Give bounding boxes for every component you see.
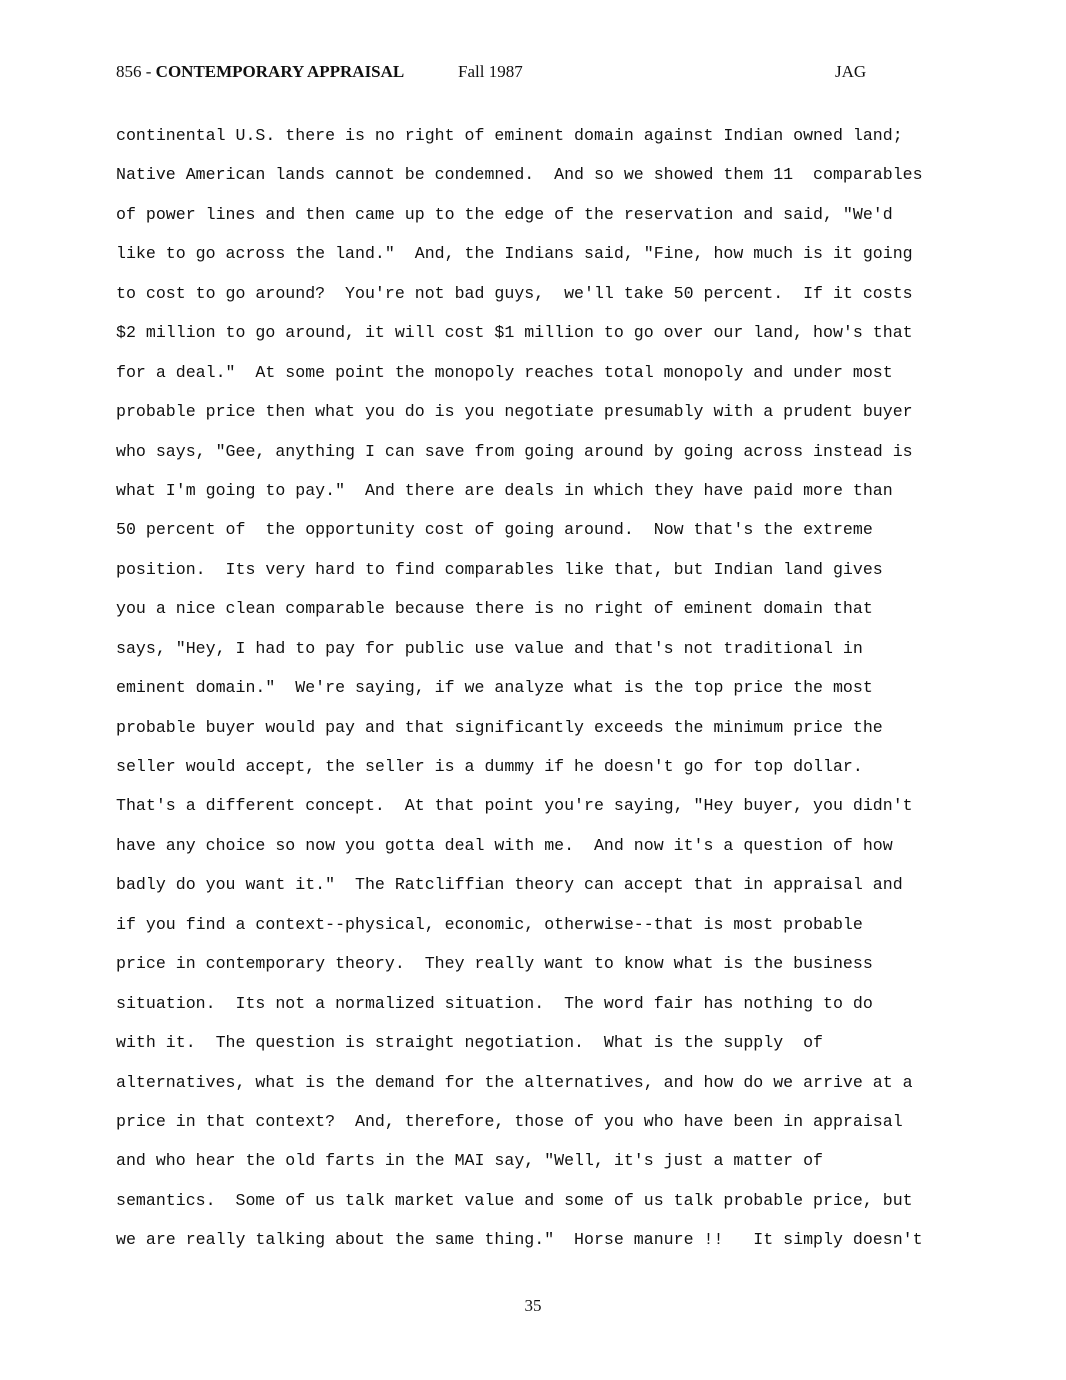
text-line: position. Its very hard to find comparables like that, but Indian land gives: [116, 559, 883, 579]
course-heading: [116, 62, 404, 82]
text-line: semantics. Some of us talk market value and some of us talk probable price, but: [116, 1190, 913, 1210]
text-line: with it. The question is straight negotiation. What is the supply of: [116, 1033, 824, 1053]
term-label: Fall 1987: [458, 62, 523, 81]
text-line: we are really talking about the same thing." Horse manure !! It simply doesn't: [116, 1230, 923, 1250]
text-line: Native American lands cannot be condemned. And so we showed them 11 comparables: [116, 165, 923, 185]
text-line: of power lines and then came up to the edge of the reservation and said, "We'd: [116, 204, 893, 224]
course-title: CONTEMPORARY APPRAISAL: [155, 62, 405, 81]
text-line: price in contemporary theory. They really want to know what is the business: [116, 954, 873, 974]
text-line: like to go across the land." And, the Indians said, "Fine, how much is it going: [116, 244, 913, 264]
transcript-body: [116, 116, 976, 1260]
text-line: eminent domain." We're saying, if we analyze what is the top price the most: [116, 678, 873, 698]
text-line: badly do you want it." The Ratcliffian theory can accept that in appraisal and: [116, 875, 903, 895]
text-line: situation. Its not a normalized situation. The word fair has nothing to do: [116, 993, 873, 1013]
text-line: probable buyer would pay and that significantly exceeds the minimum price the: [116, 717, 883, 737]
text-line: who says, "Gee, anything I can save from going around by going across instead is: [116, 441, 913, 461]
text-line: says, "Hey, I had to pay for public use value and that's not traditional in: [116, 638, 863, 658]
text-line: $2 million to go around, it will cost $1 million to go over our land, how's that: [116, 323, 913, 343]
text-line: have any choice so now you gotta deal with me. And now it's a question of how: [116, 835, 893, 855]
text-line: you a nice clean comparable because there is no right of eminent domain that: [116, 599, 873, 619]
text-line: alternatives, what is the demand for the alternatives, and how do we arrive at a: [116, 1072, 913, 1092]
text-line: That's a different concept. At that point you're saying, "Hey buyer, you didn't: [116, 796, 913, 816]
course-number: 856 -: [116, 62, 156, 81]
text-line: what I'm going to pay." And there are deals in which they have paid more than: [116, 480, 893, 500]
text-line: probable price then what you do is you negotiate presumably with a prudent buyer: [116, 402, 913, 422]
page-header: [0, 62, 1066, 86]
text-line: for a deal." At some point the monopoly reaches total monopoly and under most: [116, 362, 893, 382]
text-line: to cost to go around? You're not bad guys, we'll take 50 percent. If it costs: [116, 283, 913, 303]
author-initials: JAG: [835, 62, 867, 81]
page-number: 35: [524, 1296, 542, 1315]
text-line: seller would accept, the seller is a dummy if he doesn't go for top dollar.: [116, 757, 863, 776]
text-line: if you find a context--physical, economic, otherwise--that is most probable: [116, 914, 863, 934]
text-line: continental U.S. there is no right of eminent domain against Indian owned land;: [116, 126, 903, 145]
text-line: and who hear the old farts in the MAI say, "Well, it's just a matter of: [116, 1151, 824, 1171]
text-line: price in that context? And, therefore, those of you who have been in appraisal: [116, 1111, 903, 1131]
text-line: 50 percent of the opportunity cost of going around. Now that's the extreme: [116, 520, 873, 540]
